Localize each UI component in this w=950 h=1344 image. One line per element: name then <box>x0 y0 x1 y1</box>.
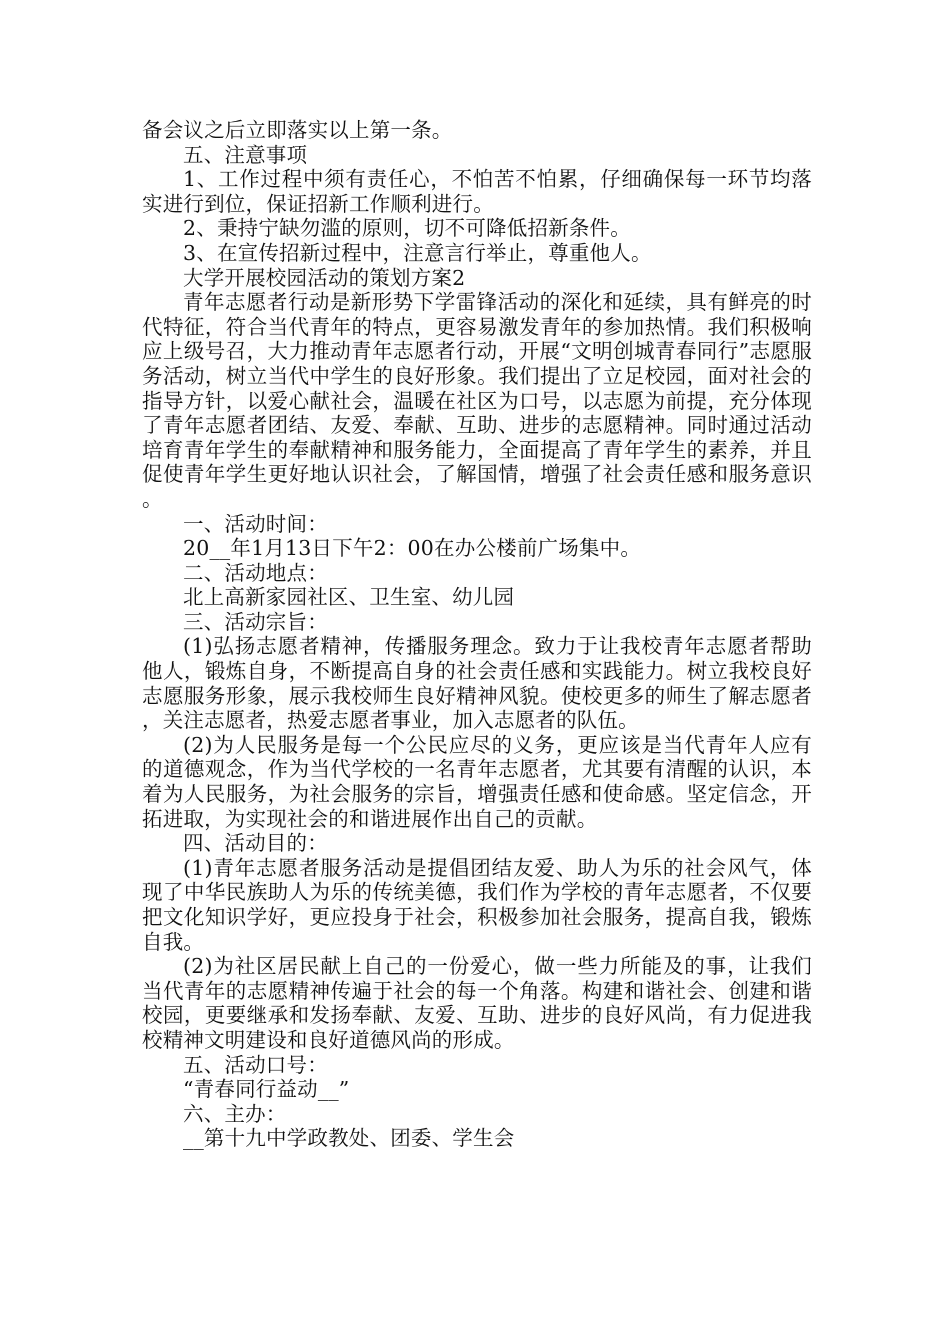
section-heading: 二、活动地点： <box>183 560 328 585</box>
paragraph: (2)为人民服务是每一个公民应尽的义务，更应该是当代青年人应有的道德观念，作为当代学校的一名青年志愿者，尤其要有清醒的认识，本着为人民服务，为社会服务的宗旨，增强责任感和使命感。坚定信念，开拓进取，为实现社会的和谐进展作出自己的贡献。 <box>142 732 812 831</box>
section-heading: 五、注意事项 <box>183 142 308 167</box>
section-heading: 五、活动口号： <box>183 1052 328 1077</box>
section-heading: 六、主办： <box>183 1101 287 1126</box>
paragraph: (2)为社区居民献上自己的一份爱心，做一些力所能及的事，让我们当代青年的志愿精神传遍于社会的每一个角落。构建和谐社会、创建和谐校园，更要继承和发扬奉献、友爱、互助、进步的良好风尚，有力促进我校精神文明建设和良好道德风尚的形成。 <box>142 954 812 1052</box>
document-body <box>142 118 812 1151</box>
paragraph: 青年志愿者行动是新形势下学雷锋活动的深化和延续，具有鲜亮的时代特征，符合当代青年的特点，更容易激发青年的参加热情。我们积极响应上级号召，大力推动青年志愿者行动，开展“文明创城青春同行”志愿服务活动，树立当代中学生的良好形象。我们提出了立足校园，面对社会的指导方针，以爱心献社会，温暖在社区为口号，以志愿为前提，充分体现了青年志愿者团结、友爱、奉献、互助、进步的志愿精神。同时通过活动培育青年学生的奉献精神和服务能力，全面提高了青年学生的素养，并且促使青年学生更好地认识社会，了解国情，增强了社会责任感和服务意识。 <box>142 290 812 511</box>
section-heading: 四、活动目的： <box>183 831 328 856</box>
paragraph: (1)弘扬志愿者精神，传播服务理念。致力于让我校青年志愿者帮助他人，锻炼自身，不断提高自身的社会责任感和实践能力。树立我校良好志愿服务形象，展示我校师生良好精神风貌。使校更多的师生了解志愿者，关注志愿者，热爱志愿者事业，加入志愿者的队伍。 <box>142 634 812 733</box>
list-item: 3、在宣传招新过程中，注意言行举止，尊重他人。 <box>183 240 652 265</box>
section-heading: 一、活动时间： <box>183 511 328 536</box>
paragraph: “青春同行益动__” <box>183 1077 350 1102</box>
document-subtitle: 大学开展校园活动的策划方案2 <box>183 265 466 290</box>
paragraph: 北上高新家园社区、卫生室、幼儿园 <box>183 585 515 610</box>
list-item: 1、工作过程中须有责任心，不怕苦不怕累，仔细确保每一环节均落实进行到位，保证招新工作顺利进行。 <box>142 167 812 216</box>
paragraph: 备会议之后立即落实以上第一条。 <box>142 118 453 142</box>
paragraph: 20__年1月13日下午2：00在办公楼前广场集中。 <box>183 536 642 561</box>
paragraph: (1)青年志愿者服务活动是提倡团结友爱、助人为乐的社会风气，体现了中华民族助人为乐的传统美德，我们作为学校的青年志愿者，不仅要把文化知识学好，更应投身于社会，积极参加社会服务，提高自我，锻炼自我。 <box>142 855 812 954</box>
list-item: 2、秉持宁缺勿滥的原则，切不可降低招新条件。 <box>183 216 631 241</box>
section-heading: 三、活动宗旨： <box>183 609 328 634</box>
paragraph: __第十九中学政教处、团委、学生会 <box>183 1126 515 1151</box>
